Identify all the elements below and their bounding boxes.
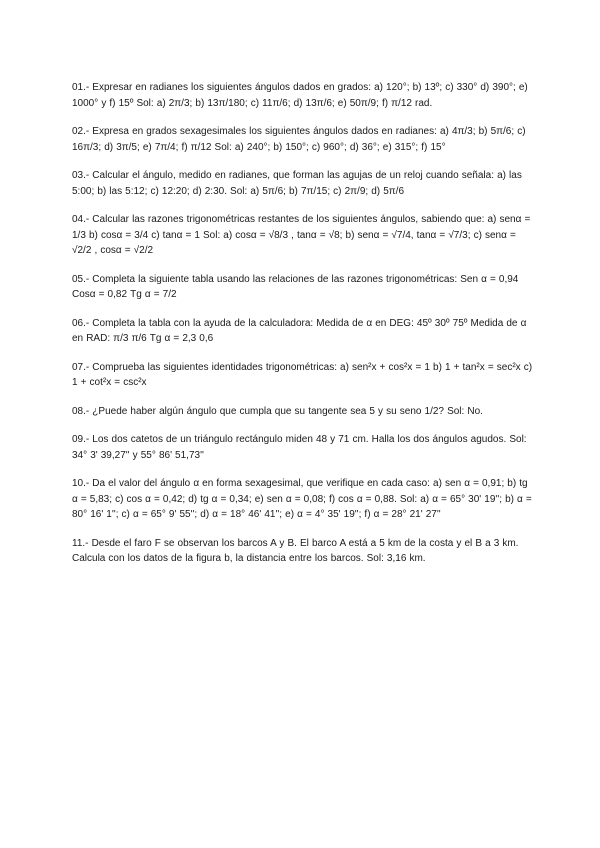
exercise-03: 03.- Calcular el ángulo, medido en radianes, que forman las agujas de un reloj cuando señala: a) las 5:00; b) las 5:12; c) 12:20; d) 2:30. Sol: a) 5π/6; b) 7π/15; c) 2π/9; d) 5π/6 [72,170,522,197]
exercise-10: 10.- Da el valor del ángulo α en forma sexagesimal, que verifique en cada caso: a) sen α = 0,91; b) tg α = 5,83; c) cos α = 0,42; d) tg α = 0,34; e) sen α = 0,08; f) cos α = 0,88. Sol: a) α = 65° 30' 19''; b) α = 80° 16' 1''; c) α = 65° 9' 55''; d) α = 18° 46' 41''; e) α = 4° 35' 19''; f) α = 28° 21' 27'' [72,478,532,520]
exercise-01: 01.- Expresar en radianes los siguientes ángulos dados en grados: a) 120°; b) 13º; c) 330° d) 390°; e) 1000° y f) 15º Sol: a) 2π/3; b) 13π/180; c) 11π/6; d) 13π/6; e) 50π/9; f) π/12 rad. [72,82,528,109]
exercise-list [72,80,534,580]
exercise-05: 05.- Completa la siguiente tabla usando las relaciones de las razones trigonométricas: Sen α = 0,94 Cosα = 0,82 Tg α = 7/2 [72,273,519,300]
exercise-09: 09.- Los dos catetos de un triángulo rectángulo miden 48 y 71 cm. Halla los dos ángulos agudos. Sol: 34° 3' 39,27'' y 55° 86' 51,73'' [72,434,527,461]
exercise-04: 04.- Calcular las razones trigonométricas restantes de los siguientes ángulos, sabiendo que: a) senα = 1/3 b) cosα = 3/4 c) tanα = 1 Sol: a) cosα = √8/3 , tanα = √8; b) senα = √7/4, tanα = √7/3; c) senα = √2/2 , cosα = √2/2 [72,214,531,256]
exercise-06: 06.- Completa la tabla con la ayuda de la calculadora: Medida de α en DEG: 45º 30º 75º Medida de α en RAD: π/3 π/6 Tg α = 2,3 0,6 [72,317,527,344]
exercise-08: 08.- ¿Puede haber algún ángulo que cumpla que su tangente sea 5 y su seno 1/2? Sol: No. [72,405,483,417]
exercise-11: 11.- Desde el faro F se observan los barcos A y B. El barco A está a 5 km de la costa y el B a 3 km. Calcula con los datos de la figura b, la distancia entre los barcos. Sol: 3,16 km. [72,537,519,564]
exercise-07: 07.- Comprueba las siguientes identidades trigonométricas: a) sen²x + cos²x = 1 b) 1 + tan²x = sec²x c) 1 + cot²x = csc²x [72,361,533,388]
exercise-02: 02.- Expresa en grados sexagesimales los siguientes ángulos dados en radianes: a) 4π/3; b) 5π/6; c) 16π/3; d) 3π/5; e) 7π/4; f) π/12 Sol: a) 240°; b) 150°; c) 960°; d) 36°; e) 315°; f) 15° [72,126,526,153]
